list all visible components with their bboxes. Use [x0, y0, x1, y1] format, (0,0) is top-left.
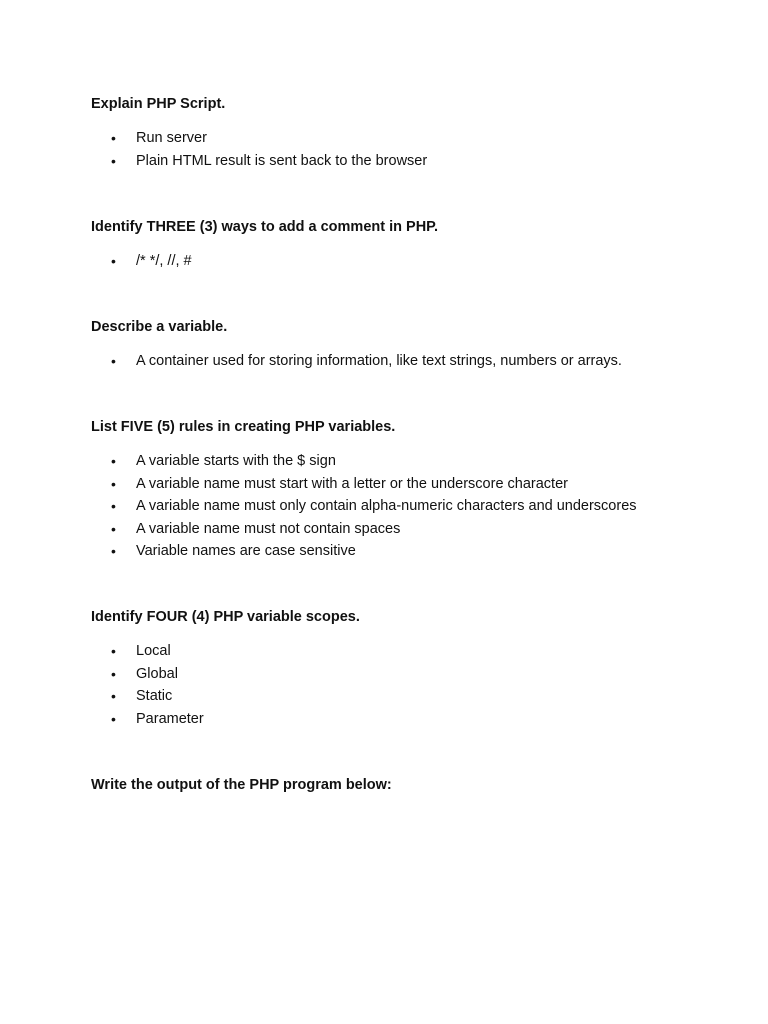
list-item: [91, 350, 622, 373]
bullet-list: [91, 640, 360, 730]
bullet-icon: •: [111, 665, 116, 682]
bullet-icon: •: [111, 643, 116, 659]
list-item: [91, 127, 427, 150]
section-describe-variable: [91, 316, 622, 373]
bullet-icon: •: [111, 152, 116, 169]
list-item-text: Plain HTML result is sent back to the browser: [136, 152, 428, 169]
list-item-text: Global: [136, 665, 178, 682]
section-heading: Explain PHP Script.: [91, 96, 226, 112]
list-item: [91, 540, 637, 563]
list-item: [91, 450, 637, 473]
list-item: [91, 495, 637, 518]
list-item: [91, 663, 360, 686]
bullet-list: [91, 127, 427, 172]
list-item: [91, 150, 427, 173]
list-item-text: /* */, //, #: [136, 253, 192, 269]
section-heading: List FIVE (5) rules in creating PHP variables.: [91, 419, 396, 435]
list-item: [91, 250, 438, 273]
bullet-icon: •: [111, 543, 116, 559]
bullet-icon: •: [111, 688, 116, 704]
list-item-text: A variable name must only contain alpha-numeric characters and underscores: [136, 498, 637, 514]
bullet-icon: •: [111, 710, 116, 727]
section-variable-rules: [91, 416, 637, 563]
list-item-text: A variable name must start with a letter or the underscore character: [136, 475, 568, 492]
section-comment-ways: [91, 216, 438, 273]
list-item-text: Variable names are case sensitive: [136, 543, 356, 559]
list-item-text: Run server: [136, 130, 207, 146]
bullet-icon: •: [111, 520, 116, 537]
bullet-list: [91, 250, 438, 273]
section-heading: Identify FOUR (4) PHP variable scopes.: [91, 609, 360, 625]
bullet-icon: •: [111, 453, 116, 469]
list-item-text: Static: [136, 688, 173, 704]
bullet-icon: •: [111, 475, 116, 492]
bullet-list: [91, 450, 637, 563]
bullet-icon: •: [111, 353, 116, 369]
bullet-list: [91, 350, 622, 373]
list-item-text: A container used for storing information, like text strings, numbers or arrays.: [136, 353, 622, 369]
section-variable-scopes: [91, 606, 360, 730]
list-item-text: A variable name must not contain spaces: [136, 520, 401, 537]
list-item: [91, 518, 637, 541]
list-item: [91, 685, 360, 708]
list-item: [91, 473, 637, 496]
section-php-output: [91, 774, 392, 796]
section-heading: Identify THREE (3) ways to add a comment in PHP.: [91, 219, 438, 235]
list-item-text: Local: [136, 643, 171, 659]
section-explain-php-script: [91, 93, 427, 172]
list-item: [91, 640, 360, 663]
bullet-icon: •: [111, 498, 116, 514]
list-item-text: A variable starts with the $ sign: [136, 453, 336, 469]
list-item-text: Parameter: [136, 710, 204, 727]
bullet-icon: •: [111, 253, 116, 269]
list-item: [91, 708, 360, 731]
bullet-icon: •: [111, 130, 116, 146]
section-heading: Write the output of the PHP program below:: [91, 777, 392, 793]
section-heading: Describe a variable.: [91, 319, 228, 335]
